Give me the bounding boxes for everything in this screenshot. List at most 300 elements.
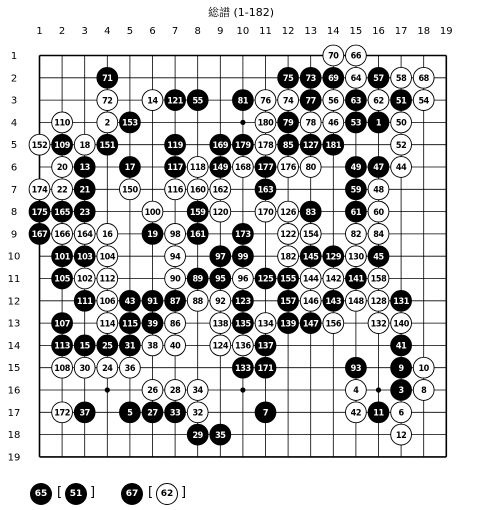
black-stone [233,246,254,267]
black-stone [52,335,73,356]
move-number: 122 [280,230,296,241]
black-stone [142,224,163,245]
move-number: 71 [102,74,113,84]
row-label: 1 [10,51,18,62]
close-bracket: ] [90,485,96,500]
column-label: 7 [171,26,179,37]
move-number: 53 [350,118,362,129]
move-number: 148 [348,297,364,307]
move-number: 81 [237,96,249,107]
move-number: 110 [54,118,70,129]
move-number: 54 [418,96,429,107]
move-number: 8 [421,386,427,397]
move-number: 73 [305,74,316,84]
move-number: 52 [395,140,407,151]
black-stone [52,268,73,289]
move-number: 63 [350,96,362,107]
column-label: 14 [326,26,340,37]
black-stone [255,357,276,378]
column-label: 5 [126,26,134,37]
black-stone [278,268,299,289]
move-number: 59 [350,185,362,196]
column-label: 4 [104,26,111,37]
move-number: 131 [393,297,409,307]
black-stone [52,134,73,155]
white-stone [52,179,73,200]
black-stone [346,268,367,289]
white-stone [278,201,299,222]
move-number: 55 [192,96,203,107]
note-target-stone: 62 [156,483,178,505]
move-number: 10 [418,363,429,374]
move-number: 16 [102,230,113,241]
move-number: 176 [280,163,296,174]
white-stone [74,268,95,289]
black-stone [97,335,118,356]
black-stone [74,335,95,356]
row-label: 13 [7,318,21,330]
move-number: 37 [79,408,90,419]
black-stone [300,201,321,222]
move-number: 85 [282,140,294,151]
white-stone [278,224,299,245]
column-labels [36,26,452,37]
move-number: 96 [237,274,249,285]
move-number: 41 [395,341,407,352]
move-number: 79 [282,118,294,129]
move-number: 114 [99,319,116,330]
white-stone [210,201,231,222]
black-stone [368,157,389,178]
move-number: 173 [235,230,251,241]
black-stone [119,112,140,133]
black-stone [368,402,389,423]
black-stone [74,201,95,222]
row-label: 10 [7,251,21,263]
white-stone [210,290,231,311]
row-label: 17 [7,407,21,419]
black-stone [210,424,231,445]
move-number: 90 [169,274,181,285]
column-label: 17 [394,26,408,37]
black-stone [346,201,367,222]
row-label: 14 [7,340,21,352]
white-stone [233,157,254,178]
move-number: 130 [348,252,364,263]
black-stone [233,90,254,111]
move-number: 108 [54,363,70,374]
move-number: 70 [328,51,339,62]
move-number: 161 [189,230,206,241]
move-number: 163 [257,185,274,196]
row-label: 5 [10,140,18,152]
move-number: 170 [257,207,274,218]
white-stone [413,90,434,111]
move-number: 76 [260,96,271,107]
white-stone [300,157,321,178]
white-stone [368,179,389,200]
white-stone [165,246,186,267]
move-number: 111 [76,297,93,307]
column-label: 12 [281,26,295,37]
move-number: 42 [350,408,362,419]
row-label: 11 [7,274,21,285]
black-stone [255,402,276,423]
move-number: 159 [189,207,206,218]
white-stone [210,335,231,356]
move-number: 147 [302,319,319,330]
row-label: 16 [7,385,21,397]
row-label: 3 [10,95,18,107]
move-number: 68 [418,74,429,84]
move-number: 2 [104,118,110,129]
move-number: 83 [305,207,316,218]
move-number: 172 [54,408,70,419]
move-number: 21 [79,185,90,196]
white-stone [52,112,73,133]
white-stone [368,90,389,111]
white-stone [187,380,208,401]
close-bracket: ] [181,485,187,500]
move-number: 168 [235,163,251,174]
white-stone [391,402,412,423]
move-number: 36 [124,363,136,374]
white-stone [323,268,344,289]
move-number: 80 [305,163,316,174]
move-number: 92 [215,297,226,307]
row-label: 2 [10,73,18,85]
move-number: 66 [350,51,362,62]
stones [29,45,434,445]
move-number: 107 [54,319,70,330]
white-stone [97,290,118,311]
move-number: 98 [169,230,181,241]
black-stone [187,90,208,111]
move-number: 49 [350,163,362,174]
open-bracket: [ [148,485,154,500]
white-stone [97,224,118,245]
white-stone [165,224,186,245]
move-number: 88 [192,297,203,307]
move-number: 61 [350,207,362,218]
white-stone [255,201,276,222]
move-number: 33 [169,408,181,419]
column-label: 11 [259,26,272,37]
move-number: 38 [147,341,158,352]
move-number: 171 [257,363,274,374]
black-stone [165,134,186,155]
move-number: 116 [167,185,183,196]
black-stone [391,335,412,356]
white-stone [52,357,73,378]
black-stone [278,134,299,155]
move-number: 132 [370,319,387,330]
white-stone [255,112,276,133]
column-label: 3 [81,26,88,37]
move-number: 139 [280,319,296,330]
move-number: 157 [280,297,296,307]
column-label: 8 [194,26,201,37]
star-point [240,387,245,392]
black-stone [29,224,50,245]
white-stone [74,357,95,378]
move-number: 154 [302,230,319,241]
black-stone [346,157,367,178]
white-stone [391,157,412,178]
move-number: 117 [167,163,183,174]
row-labels [8,51,21,463]
black-stone [74,290,95,311]
white-stone [413,67,434,88]
black-stone [368,67,389,88]
white-stone [119,357,140,378]
black-stone [278,290,299,311]
white-stone [300,112,321,133]
white-stone [300,268,321,289]
move-number: 26 [147,386,158,397]
move-number: 99 [237,252,249,263]
move-number: 120 [212,207,229,218]
white-stone [97,357,118,378]
black-stone [391,357,412,378]
move-number: 28 [169,386,181,397]
black-stone [346,357,367,378]
move-number: 60 [373,207,384,218]
black-stone [52,201,73,222]
white-stone [278,90,299,111]
white-stone [368,313,389,334]
move-number: 77 [305,96,316,107]
diagram-title: 総譜 (1-182) [207,6,275,19]
move-number: 141 [348,274,364,285]
move-number: 162 [212,185,229,196]
white-stone [255,313,276,334]
move-number: 115 [122,319,138,330]
open-bracket: [ [57,485,63,500]
white-stone [119,179,140,200]
white-stone [323,112,344,133]
move-number: 177 [257,163,274,174]
black-stone [187,268,208,289]
move-number: 35 [215,430,226,441]
note-target-stone: 51 [65,483,87,505]
move-number: 50 [395,118,407,129]
move-number: 82 [350,230,362,241]
move-number: 182 [280,252,296,263]
black-stone [165,290,186,311]
black-stone [187,224,208,245]
black-stone [233,224,254,245]
white-stone [142,335,163,356]
white-stone [255,134,276,155]
white-stone [323,313,344,334]
row-label: 4 [10,117,18,129]
black-stone [323,67,344,88]
move-number: 84 [373,230,384,241]
black-stone [368,112,389,133]
black-stone [187,424,208,445]
black-stone [300,67,321,88]
row-label: 7 [10,184,18,196]
move-number: 129 [325,252,342,263]
white-stone [346,246,367,267]
black-stone [323,134,344,155]
white-stone [391,112,412,133]
white-stone [142,380,163,401]
move-number: 20 [56,163,68,174]
white-stone [97,112,118,133]
move-number: 121 [167,96,183,107]
move-number: 24 [102,363,113,374]
column-label: 16 [372,26,385,37]
move-number: 11 [373,408,384,419]
white-stone [74,134,95,155]
black-stone [119,402,140,423]
row-label: 8 [10,207,18,219]
black-stone [29,201,50,222]
black-stone [52,246,73,267]
move-number: 93 [350,363,362,374]
move-number: 87 [169,297,181,307]
row-label: 9 [10,229,18,241]
move-number: 27 [147,408,158,419]
white-stone [210,313,231,334]
move-number: 40 [169,341,181,352]
black-stone [300,313,321,334]
move-number: 152 [31,140,48,151]
star-point [376,387,381,392]
move-number: 153 [122,118,138,129]
move-number: 6 [398,408,404,419]
move-number: 124 [212,341,229,352]
black-stone [165,90,186,111]
white-stone [391,424,412,445]
move-number: 1 [375,118,382,129]
white-stone [323,45,344,66]
black-stone [255,268,276,289]
white-stone [142,201,163,222]
move-number: 91 [147,297,158,307]
move-number: 134 [257,319,274,330]
move-number: 142 [325,274,342,285]
star-point [105,387,110,392]
column-label: 9 [217,26,224,37]
white-stone [391,134,412,155]
move-number: 58 [395,74,407,84]
move-number: 126 [280,207,296,218]
black-stone [255,179,276,200]
black-stone [233,134,254,155]
white-stone [187,157,208,178]
move-number: 69 [328,74,339,84]
column-label: 19 [439,26,453,37]
move-number: 29 [192,430,203,441]
white-stone [391,67,412,88]
move-number: 22 [56,185,68,196]
white-stone [368,268,389,289]
black-stone [74,179,95,200]
move-number: 127 [302,140,319,151]
white-stone [165,380,186,401]
move-number: 14 [147,96,158,107]
move-number: 155 [280,274,296,285]
black-stone [210,268,231,289]
move-number: 102 [76,274,93,285]
move-number: 125 [257,274,274,285]
move-number: 86 [169,319,181,330]
black-stone [52,313,73,334]
white-stone [346,45,367,66]
white-stone [346,290,367,311]
row-label: 18 [7,430,21,442]
black-stone [210,134,231,155]
move-number: 19 [147,230,158,241]
move-number: 143 [325,297,342,307]
white-stone [346,380,367,401]
white-stone [142,90,163,111]
white-stone [233,335,254,356]
black-stone [142,290,163,311]
column-label: 13 [304,26,318,37]
move-number: 43 [124,297,136,307]
move-number: 135 [235,319,251,330]
column-label: 10 [236,26,250,37]
black-stone [119,290,140,311]
white-stone [233,268,254,289]
row-label: 19 [7,452,21,464]
white-stone [52,157,73,178]
black-stone [346,112,367,133]
white-stone [300,290,321,311]
move-number: 149 [212,163,229,174]
white-stone [165,335,186,356]
black-stone [255,157,276,178]
move-number: 101 [54,252,70,263]
white-stone [29,179,50,200]
move-number: 169 [212,140,229,151]
move-number: 18 [79,140,90,151]
white-stone [255,90,276,111]
white-stone [74,224,95,245]
black-stone [233,290,254,311]
move-number: 31 [124,341,136,352]
white-stone [165,179,186,200]
white-stone [97,268,118,289]
black-stone [255,335,276,356]
white-stone [187,290,208,311]
move-number: 9 [398,363,404,374]
white-stone [278,246,299,267]
white-stone [368,290,389,311]
move-number: 133 [235,363,251,374]
black-stone [74,402,95,423]
move-number: 113 [54,341,70,352]
star-point [240,120,245,125]
white-stone [97,246,118,267]
move-number: 156 [325,319,342,330]
move-number: 5 [127,408,133,419]
move-number: 112 [99,274,116,285]
black-stone [300,134,321,155]
black-stone [323,290,344,311]
black-stone [233,313,254,334]
move-number: 123 [235,297,251,307]
black-stone [165,402,186,423]
black-stone [346,179,367,200]
move-number: 13 [79,163,90,174]
white-stone [52,402,73,423]
white-stone [346,67,367,88]
